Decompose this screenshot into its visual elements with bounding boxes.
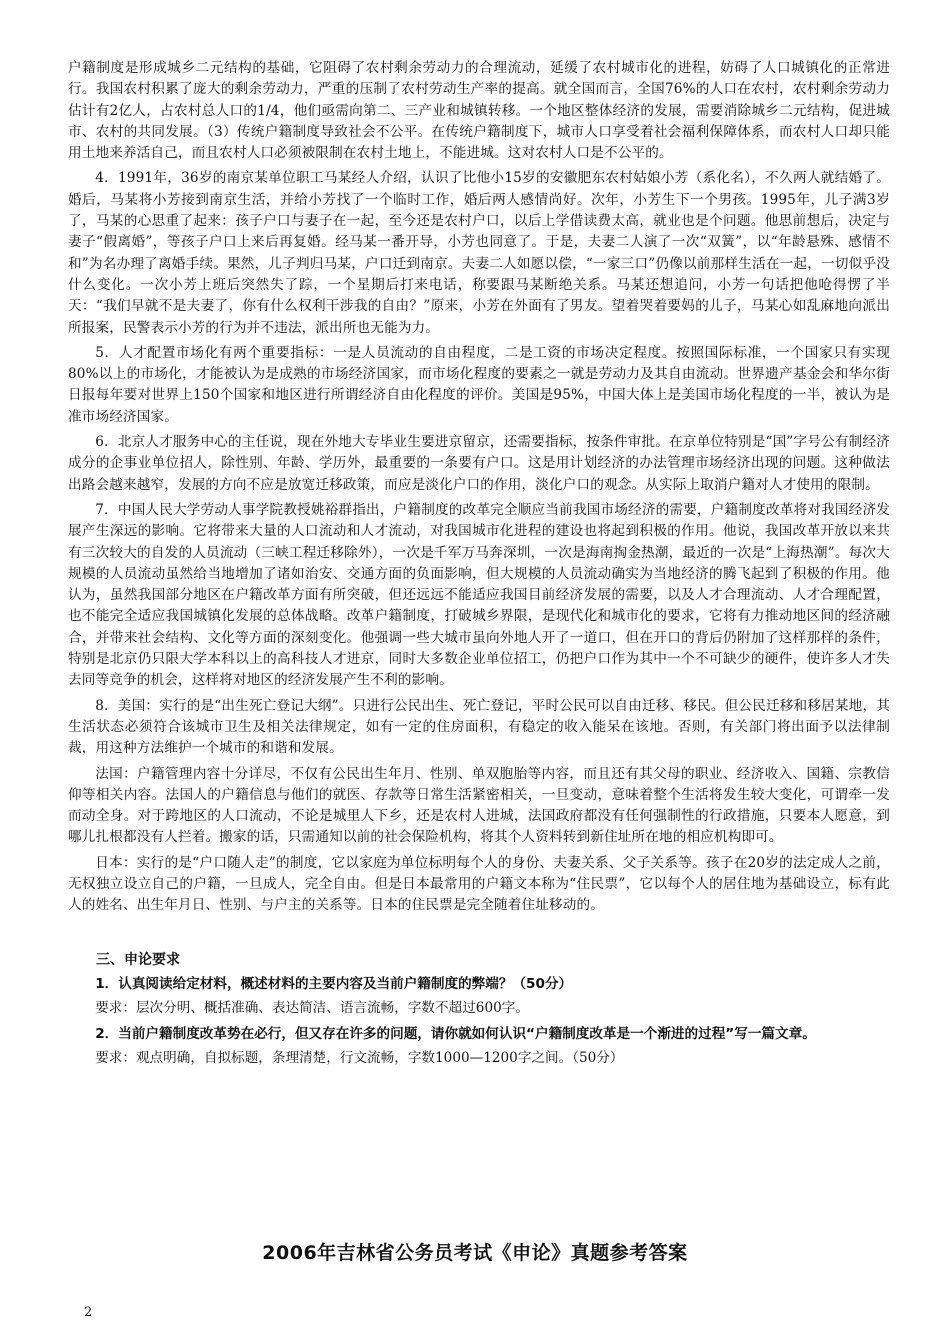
paragraph-france: 法国：户籍管理内容十分详尽，不仅有公民出生年月、性别、单双胞胎等内容，而且还有其父母的职业、经济收入、国籍、宗教信仰等相关内容。法国人的户籍信息与他们的就医、存款等日常生活紧密相关，一旦变动，意味着整个生活将发生较大变化，可谓牵一发而动全身。对于跨地区的人口流动，不论是城里人下乡，还是农村人进城，法国政府都没有任何强制性的行政措施，只要本人愿意，到哪儿扎根都没有人拦着。搬家的话，只需通知以前的社会保险机构，将其个人资料转到新住址所在地的相应机构即可。 — [68, 765, 890, 846]
requirement-2: 要求：观点明确，自拟标题，条理清楚，行文流畅，字数1000—1200字之间。（50分） — [95, 1049, 624, 1066]
paragraph-7-expert: 7．中国人民大学劳动人事学院教授姚裕群指出，户籍制度的改革完全顺应当前我国市场经济的需要，户籍制度改革将对我国经济发展产生深远的影响。它将带来大量的人口流动和人才流动，对我国城市化进程的建设也将起到积极的作用。他说，我国改革开放以来共有三次较大的自发的人员流动（三峡工程迁移除外），一次是千军万马奔深圳，一次是海南掏金热潮，最近的一次是“上海热潮”。每次大规模的人员流动虽然给当地增加了诸如治安、交通方面的负面影响，但大规模的人员流动确实为当地经济的腾飞起到了积极的作用。他认为，虽然我国部分地区在户籍改革方面有所突破，但还远远不能适应我国目前经济发展的需要，以及人才合理流动、人才合理配置，也不能完全适应我国城镇化发展的总体战略。改革户籍制度，打破城乡界限，是现代化和城市化的要求，它将有力推动地区间的经济融合，并带来社会结构、文化等方面的深刻变化。他强调一些大城市虽向外地人开了一道口，但在开口的背后仍附加了这样那样的条件，特别是北京仍只限大学本科以上的高科技人才进京，同时大多数企业单位招工，仍把户口作为其中一个不可缺少的硬件，使许多人才失去同等竞争的机会，这样将对地区的经济发展产生不利的影响。 — [68, 501, 890, 689]
requirement-1: 要求：层次分明、概括准确、表达简洁、语言流畅，字数不超过600字。 — [95, 999, 529, 1016]
document-body — [68, 58, 890, 1073]
paragraph-8-usa: 8．美国：实行的是“出生死亡登记大纲”。只进行公民出生、死亡登记，平时公民可以自由迁移、移民。但公民迁移和移居某地，其生活状态必须符合该城市卫生及相关法律规定，如有一定的住房面积，有稳定的收入能呆在该地。否则，有关部门将出面予以法律制裁，用这种方法维护一个城市的和谐和发展。 — [68, 697, 890, 757]
paragraph-hukou-basis: 户籍制度是形成城乡二元结构的基础，它阻碍了农村剩余劳动力的合理流动，延缓了农村城市化的进程，妨碍了人口城镇化的正常进行。我国农村积累了庞大的剩余劳动力，严重的压制了农村劳动生产率的提高。就全国而言，全国76%的人口在农村，农村剩余劳动力估计有2亿人，占农村总人口的1/4，他们亟需向第二、三产业和城镇转移。一个地区整体经济的发展，需要消除城乡二元结构，促进城市、农村的共同发展。（3）传统户籍制度导致社会不公平。在传统户籍制度下，城市人口享受着社会福利保障体系，而农村人口却只能用土地来养活自己，而且农村人口必须被限制在农村土地上，不能进城。这对农村人口是不公平的。 — [68, 60, 890, 162]
question-1: 1．认真阅读给定材料，概述材料的主要内容及当前户籍制度的弊端？（50分） — [95, 975, 573, 992]
page-number: 2 — [84, 1305, 93, 1320]
paragraph-japan: 日本：实行的是“户口随人走”的制度，它以家庭为单位标明每个人的身份、夫妻关系、父子关系等。孩子在20岁的法定成人之前，无权独立设立自己的户籍，一旦成人，完全自由。但是日本最常用的户籍文本称为“住民票”，它以每个人的居住地为基础设立，标有此人的姓名、出生年月日、性别、与户主的关系等。日本的住民票是完全随着住址移动的。 — [68, 854, 890, 914]
answer-title: 2006年吉林省公务员考试《申论》真题参考答案 — [262, 1242, 688, 1264]
paragraph-6-beijing: 6．北京人才服务中心的主任说，现在外地大专毕业生要进京留京，还需要指标，按条件审批。在京单位特别是“国”字号公有制经济成分的企事业单位招人，除性别、年龄、学历外，最重要的一条要有户口。这是用计划经济的办法管理市场经济出现的问题。这种做法出路会越来越窄，发展的方向不应是放宽迁移政策，而应是淡化户口的作用，淡化户口的观念。从实际上取消户籍对人才使用的限制。 — [68, 434, 890, 493]
paragraph-5-talent-market: 5．人才配置市场化有两个重要指标：一是人员流动的自由程度，二是工资的市场决定程度。按照国际标准，一个国家只有实现80%以上的市场化，才能被认为是成熟的市场经济国家，而市场化程度的要素之一就是劳动力及其自由流动。世界遗产基金会和华尔街日报每年要对世界上150个国家和地区进行所谓经济自由化程度的评价。美国是95%，中国大体上是美国市场化程度的一半，被认为是准市场经济国家。 — [68, 344, 890, 425]
paragraph-4-case: 4．1991年，36岁的南京某单位职工马某经人介绍，认识了比他小15岁的安徽肥东农村姑娘小芳（系化名），不久两人就结婚了。婚后，马某将小芳接到南京生活，并给小芳找了一个临时工作，婚后两人感情尚好。次年，小芳生下一个男孩。1995年，儿子满3岁了，马某的心思重了起来：孩子户口与妻子在一起，至今还是农村户口，以后上学借读费太高，就业也是个问题。他思前想后，决定与妻子“假离婚”，等孩子户口上来后再复婚。经马某一番开导，小芳也同意了。于是，夫妻二人演了一次“双簧”，以“年龄悬殊、感情不和”为名办理了离婚手续。果然，儿子判归马某，户口迁到南京。夫妻二人如愿以偿，“一家三口”仍像以前那样生活在一起，一切似乎没什么变化。一次小芳上班后突然失了踪，一个星期后打来电话，称要跟马某断绝关系。马某还想追问，小芳一句话把他呛得愣了半天：“我们早就不是夫妻了，你有什么权利干涉我的自由？”原来，小芳在外面有了男友。望着哭着要妈的儿子，马某心如乱麻地向派出所报案，民警表示小芳的行为并不违法，派出所也无能为力。 — [68, 170, 890, 336]
question-2: 2．当前户籍制度改革势在必行，但又存在许多的问题，请你就如何认识“户籍制度改革是一个渐进的过程”写一篇文章。 — [95, 1025, 816, 1042]
section-heading: 三、申论要求 — [96, 951, 180, 968]
